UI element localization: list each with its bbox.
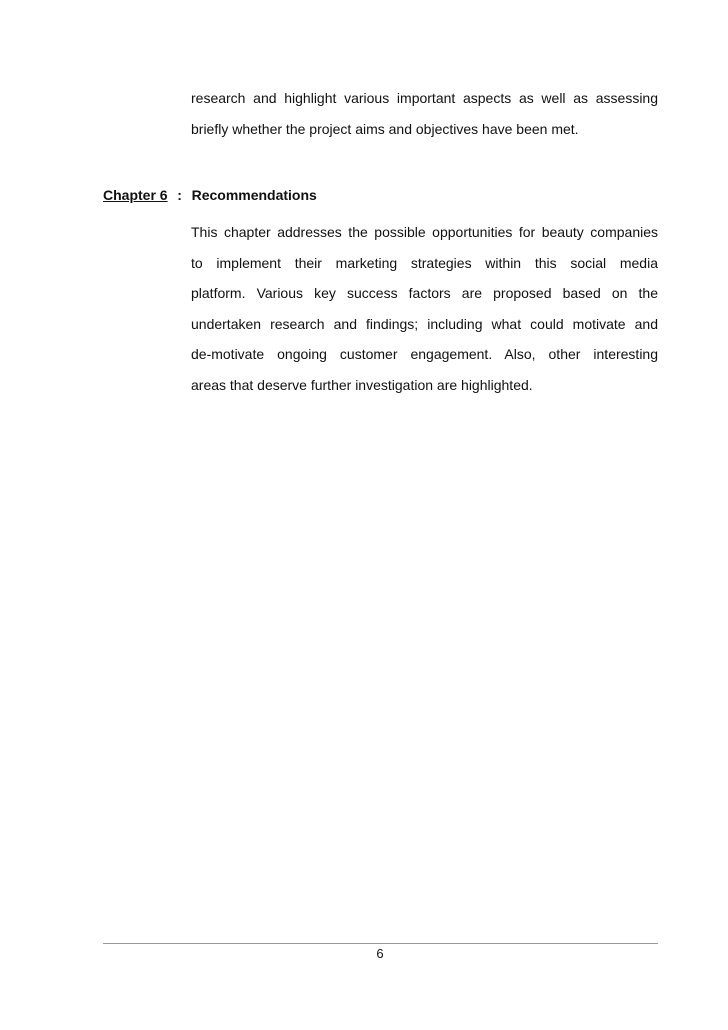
page-number: 6 [376,946,384,961]
paragraph-line: undertaken research and findings; including what could motivate and [191,315,658,332]
paragraph-line: This chapter addresses the possible opportunities for beauty companies [191,224,658,240]
chapter-heading [103,187,317,203]
paragraph-line: areas that deserve further investigation are highlighted. [191,376,533,393]
paragraph-line: platform. Various key success factors are proposed based on the [191,285,658,301]
continuation-paragraph [191,83,658,144]
paragraph-line: research and highlight various important aspects as well as assessing [191,90,658,106]
paragraph-line: briefly whether the project aims and objectives have been met. [191,120,579,137]
chapter-paragraph [191,217,658,400]
paragraph-line: to implement their marketing strategies within this social media [191,254,658,271]
chapter-title: Recommendations [191,187,317,203]
chapter-separator: : [177,187,182,203]
chapter-number: Chapter 6 [103,187,168,203]
paragraph-line: de-motivate ongoing customer engagement. Also, other interesting [191,346,658,362]
